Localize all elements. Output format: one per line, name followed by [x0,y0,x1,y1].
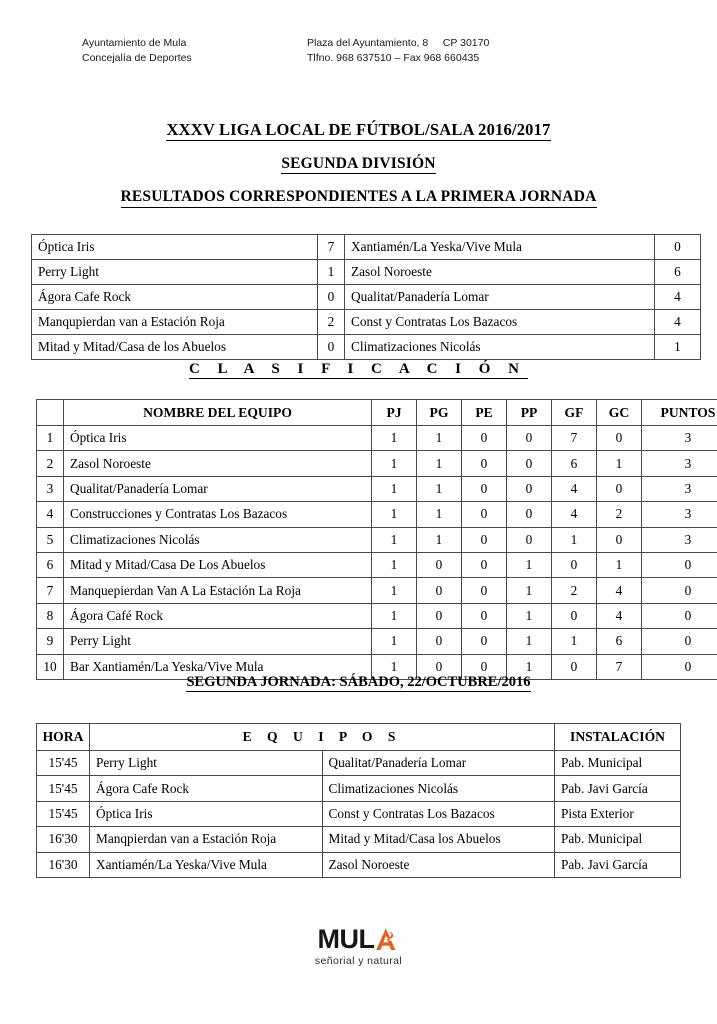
standings-pj: 1 [372,502,417,527]
table-row [37,801,681,826]
standings-pe: 0 [462,502,507,527]
fixture-team-home: Ágora Cafe Rock [90,776,323,801]
standings-pp: 0 [507,451,552,476]
fixture-team-home: Manqpierdan van a Estación Roja [90,827,323,852]
standings-gc: 0 [597,426,642,451]
standings-gf: 2 [552,578,597,603]
table-row [37,426,717,451]
standings-pp: 0 [507,426,552,451]
standings-pg: 1 [417,502,462,527]
standings-pp: 1 [507,603,552,628]
fixture-team-away: Climatizaciones Nicolás [322,776,555,801]
result-away-team: Zasol Noroeste [345,260,655,285]
standings-pj: 1 [372,527,417,552]
letterhead [0,36,717,66]
standings-gf: 0 [552,603,597,628]
standings-pe: 0 [462,527,507,552]
standings-pp: 0 [507,502,552,527]
standings-position: 10 [37,654,64,679]
result-home-score: 1 [318,260,345,285]
standings-puntos: 3 [642,426,717,451]
fixture-instalacion: Pab. Municipal [555,827,681,852]
standings-pj: 1 [372,578,417,603]
mula-logo [0,925,717,967]
table-row [32,235,701,260]
table-row [32,260,701,285]
standings-gc: 6 [597,629,642,654]
table-row [37,527,717,552]
standings-gc: 4 [597,603,642,628]
standings-pj: 1 [372,603,417,628]
table-row [37,578,717,603]
result-away-score: 1 [655,335,701,360]
document-titles [0,120,717,208]
standings-table-header [37,400,717,426]
standings-puntos: 3 [642,476,717,501]
standings-pp: 0 [507,476,552,501]
result-home-team: Mitad y Mitad/Casa de los Abuelos [32,335,318,360]
standings-gc: 0 [597,476,642,501]
fixture-hora: 15'45 [37,751,90,776]
fixture-hora: 15'45 [37,801,90,826]
page-title: XXXV LIGA LOCAL DE FÚTBOL/SALA 2016/2017 [166,120,551,139]
standings-pg: 1 [417,426,462,451]
clasificacion-heading: C L A S I F I C A C I Ó N [189,361,526,377]
standings-pe: 0 [462,451,507,476]
result-home-team: Óptica Iris [32,235,318,260]
standings-position: 9 [37,629,64,654]
logo-wordmark-row [318,925,400,953]
column-header-instalacion: INSTALACIÓN [555,724,681,751]
table-row [37,852,681,877]
standings-team: Construcciones y Contratas Los Bazacos [64,502,372,527]
standings-pj: 1 [372,629,417,654]
standings-position: 2 [37,451,64,476]
result-home-score: 2 [318,310,345,335]
mula-mule-icon [373,926,399,952]
standings-gc: 2 [597,502,642,527]
table-row [32,310,701,335]
standings-pe: 0 [462,476,507,501]
standings-puntos: 0 [642,603,717,628]
standings-pg: 1 [417,451,462,476]
standings-pp: 1 [507,552,552,577]
fixture-team-home: Óptica Iris [90,801,323,826]
result-home-team: Manqupierdan van a Estación Roja [32,310,318,335]
standings-pg: 0 [417,654,462,679]
fixtures-table-header [37,724,681,751]
standings-pj: 1 [372,426,417,451]
table-row [37,629,717,654]
column-header-gc: GC [597,400,642,426]
fixture-team-away: Zasol Noroeste [322,852,555,877]
standings-puntos: 0 [642,552,717,577]
standings-table [36,399,717,680]
result-away-team: Climatizaciones Nicolás [345,335,655,360]
column-header-hora: HORA [37,724,90,751]
table-header-row [37,400,717,426]
standings-pe: 0 [462,603,507,628]
standings-gf: 4 [552,476,597,501]
fixtures-table [36,723,681,878]
standings-pg: 0 [417,578,462,603]
standings-position: 8 [37,603,64,628]
standings-pg: 0 [417,552,462,577]
standings-team: Mitad y Mitad/Casa De Los Abuelos [64,552,372,577]
letterhead-address: Plaza del Ayuntamiento, 8 CP 30170 [307,37,490,49]
results-table [31,234,701,360]
standings-gc: 4 [597,578,642,603]
result-away-team: Const y Contratas Los Bazacos [345,310,655,335]
result-home-score: 0 [318,335,345,360]
standings-pe: 0 [462,578,507,603]
fixtures-table-body [37,751,681,878]
standings-team: Climatizaciones Nicolás [64,527,372,552]
standings-pg: 1 [417,527,462,552]
standings-puntos: 0 [642,578,717,603]
fixture-instalacion: Pista Exterior [555,801,681,826]
fixture-team-away: Const y Contratas Los Bazacos [322,801,555,826]
jornada-heading: SEGUNDA JORNADA: SÁBADO, 22/OCTUBRE/2016 [0,674,717,692]
standings-pe: 0 [462,629,507,654]
logo-wordmark: MUL [317,924,375,954]
standings-pg: 0 [417,603,462,628]
result-away-score: 0 [655,235,701,260]
fixture-hora: 16'30 [37,827,90,852]
table-row [37,552,717,577]
standings-position: 3 [37,476,64,501]
standings-gf: 4 [552,502,597,527]
fixture-hora: 15'45 [37,776,90,801]
standings-gc: 7 [597,654,642,679]
standings-puntos: 0 [642,629,717,654]
column-header-pg: PG [417,400,462,426]
letterhead-phone-fax: Tlfno. 968 637510 – Fax 968 660435 [307,52,480,64]
fixture-hora: 16'30 [37,852,90,877]
standings-gf: 6 [552,451,597,476]
standings-table-body [37,426,717,680]
table-row [32,335,701,360]
column-header-pj: PJ [372,400,417,426]
standings-pp: 0 [507,527,552,552]
fixture-instalacion: Pab. Javi García [555,852,681,877]
standings-gc: 1 [597,552,642,577]
fixture-instalacion: Pab. Municipal [555,751,681,776]
standings-pe: 0 [462,426,507,451]
standings-gf: 0 [552,552,597,577]
result-home-team: Ágora Cafe Rock [32,285,318,310]
standings-position: 7 [37,578,64,603]
standings-gf: 7 [552,426,597,451]
standings-pj: 1 [372,451,417,476]
table-header-row [37,724,681,751]
standings-gf: 1 [552,527,597,552]
result-away-score: 4 [655,310,701,335]
standings-puntos: 3 [642,451,717,476]
letterhead-organization [82,36,307,66]
standings-position: 4 [37,502,64,527]
fixture-team-away: Mitad y Mitad/Casa los Abuelos [322,827,555,852]
column-header-pp: PP [507,400,552,426]
column-header-gf: GF [552,400,597,426]
fixture-team-away: Qualitat/Panadería Lomar [322,751,555,776]
standings-team: Qualitat/Panadería Lomar [64,476,372,501]
fixture-team-home: Perry Light [90,751,323,776]
standings-gc: 1 [597,451,642,476]
fixture-instalacion: Pab. Javi García [555,776,681,801]
standings-team: Óptica Iris [64,426,372,451]
standings-pe: 0 [462,552,507,577]
result-away-score: 6 [655,260,701,285]
column-header-pe: PE [462,400,507,426]
column-header-equipos: E Q U I P O S [90,724,555,751]
standings-position: 6 [37,552,64,577]
table-row [37,776,681,801]
table-row [37,603,717,628]
result-home-team: Perry Light [32,260,318,285]
letterhead-org-line1: Ayuntamiento de Mula [82,37,187,49]
table-row [37,827,681,852]
table-row [37,502,717,527]
result-home-score: 7 [318,235,345,260]
table-row [37,751,681,776]
standings-pj: 1 [372,552,417,577]
standings-pp: 1 [507,629,552,654]
standings-gf: 1 [552,629,597,654]
standings-pj: 1 [372,654,417,679]
standings-position: 1 [37,426,64,451]
standings-gf: 0 [552,654,597,679]
result-home-score: 0 [318,285,345,310]
letterhead-contact [307,36,607,66]
standings-pe: 0 [462,654,507,679]
logo-tagline: señorial y natural [314,955,403,967]
standings-pp: 1 [507,578,552,603]
standings-team: Bar Xantiamén/La Yeska/Vive Mula [64,654,372,679]
standings-pp: 1 [507,654,552,679]
result-away-team: Xantiamén/La Yeska/Vive Mula [345,235,655,260]
column-header-position [37,400,64,426]
column-header-team: NOMBRE DEL EQUIPO [64,400,372,426]
table-row [32,285,701,310]
standings-position: 5 [37,527,64,552]
standings-pg: 1 [417,476,462,501]
standings-puntos: 0 [642,654,717,679]
result-away-team: Qualitat/Panadería Lomar [345,285,655,310]
standings-team: Manquepierdan Van A La Estación La Roja [64,578,372,603]
column-header-puntos: PUNTOS [642,400,717,426]
results-table-body [32,235,701,360]
standings-puntos: 3 [642,527,717,552]
standings-team: Ágora Café Rock [64,603,372,628]
standings-team: Perry Light [64,629,372,654]
standings-pg: 0 [417,629,462,654]
standings-pj: 1 [372,476,417,501]
letterhead-org-line2: Concejalía de Deportes [82,52,192,64]
fixture-team-home: Xantiamén/La Yeska/Vive Mula [90,852,323,877]
result-away-score: 4 [655,285,701,310]
table-row [37,451,717,476]
results-section-title: RESULTADOS CORRESPONDIENTES A LA PRIMERA JORNADA [0,188,717,208]
standings-team: Zasol Noroeste [64,451,372,476]
standings-gc: 0 [597,527,642,552]
division-subtitle: SEGUNDA DIVISIÓN [0,155,717,175]
standings-puntos: 3 [642,502,717,527]
table-row [37,476,717,501]
